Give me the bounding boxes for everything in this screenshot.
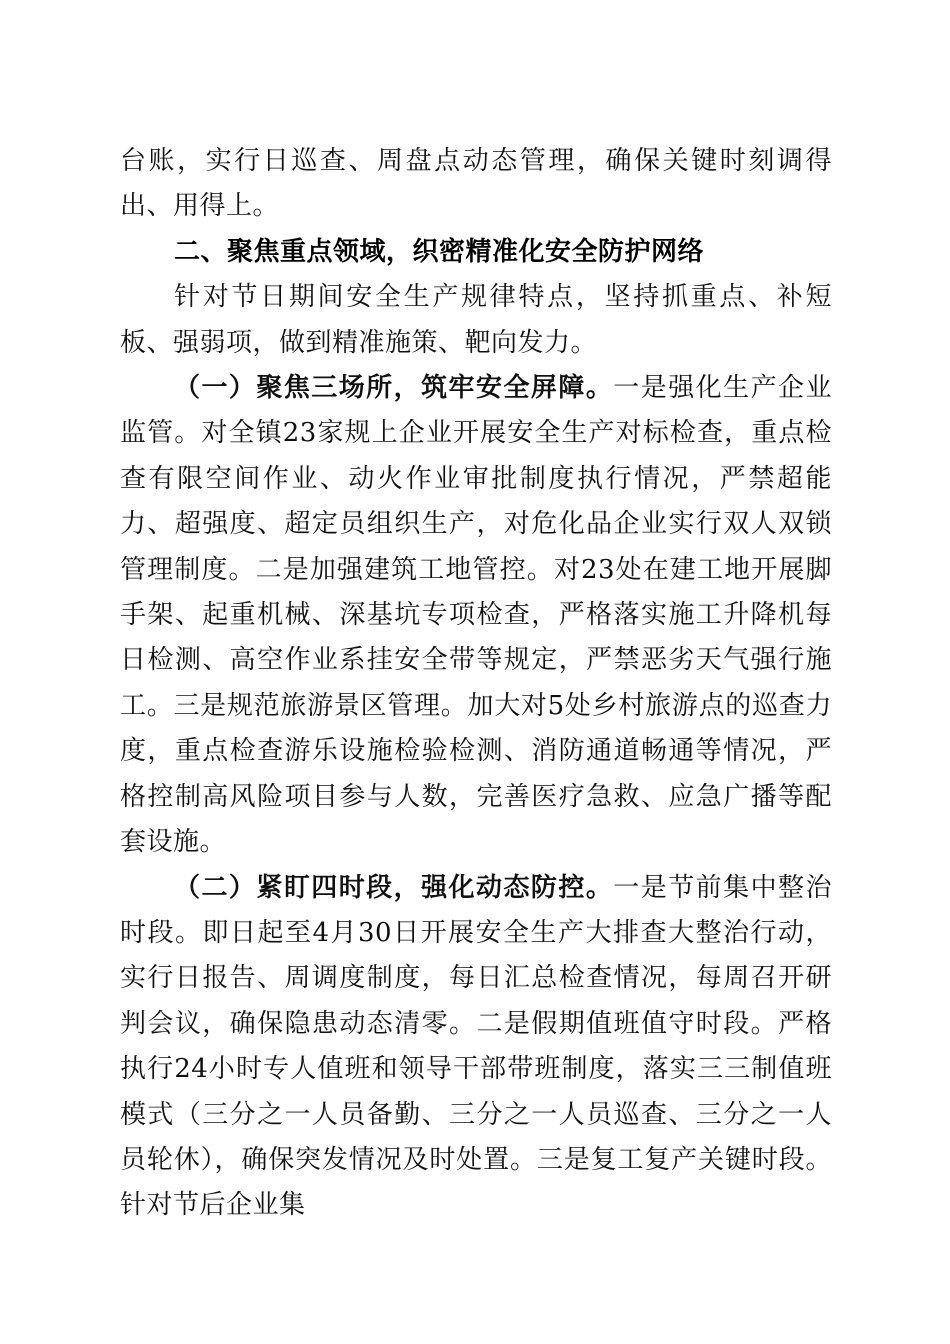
section-intro-paragraph: 针对节日期间安全生产规律特点，坚持抓重点、补短板、强弱项，做到精准施策、靶向发力。 <box>120 282 832 358</box>
item-two-lead: （二）紧盯四时段，强化动态防控。 <box>174 872 614 903</box>
item-two-paragraph <box>120 866 832 1229</box>
item-one-body: 一是强化生产企业监管。对全镇23家规上企业开展安全生产对标检查，重点检查有限空间作业、动火作业审批制度执行情况，严禁超能力、超强度、超定员组织生产，对危化品企业实行双人双锁管理制度。二是加强建筑工地管控。对23处在建工地开展脚手架、起重机械、深基坑专项检查，严格落实施工升降机每日检测、高空作业系挂安全带等规定，严禁恶劣天气强行施工。三是规范旅游景区管理。加大对5处乡村旅游点的巡查力度，重点检查游乐设施检验检测、消防通道畅通等情况，严格控制高风险项目参与人数，完善医疗急救、应急广播等配套设施。 <box>120 373 832 858</box>
item-two-body: 一是节前集中整治时段。即日起至4月30日开展安全生产大排查大整治行动，实行日报告、周调度制度，每日汇总检查情况，每周召开研判会议，确保隐患动态清零。二是假期值班值守时段。严格执行24小时专人值班和领导干部带班制度，落实三三制值班模式（三分之一人员备勤、三分之一人员巡查、三分之一人员轮休），确保突发情况及时处置。三是复工复产关键时段。针对节后企业集 <box>120 872 832 1221</box>
section-heading: 二、聚焦重点领域，织密精准化安全防护网络 <box>174 236 705 267</box>
item-one-lead: （一）聚焦三场所，筑牢安全屏障。 <box>174 373 614 404</box>
paragraph-continuation: 台账，实行日巡查、周盘点动态管理，确保关键时刻调得出、用得上。 <box>120 146 832 222</box>
item-one-paragraph <box>120 366 832 865</box>
document-body <box>120 139 832 1229</box>
